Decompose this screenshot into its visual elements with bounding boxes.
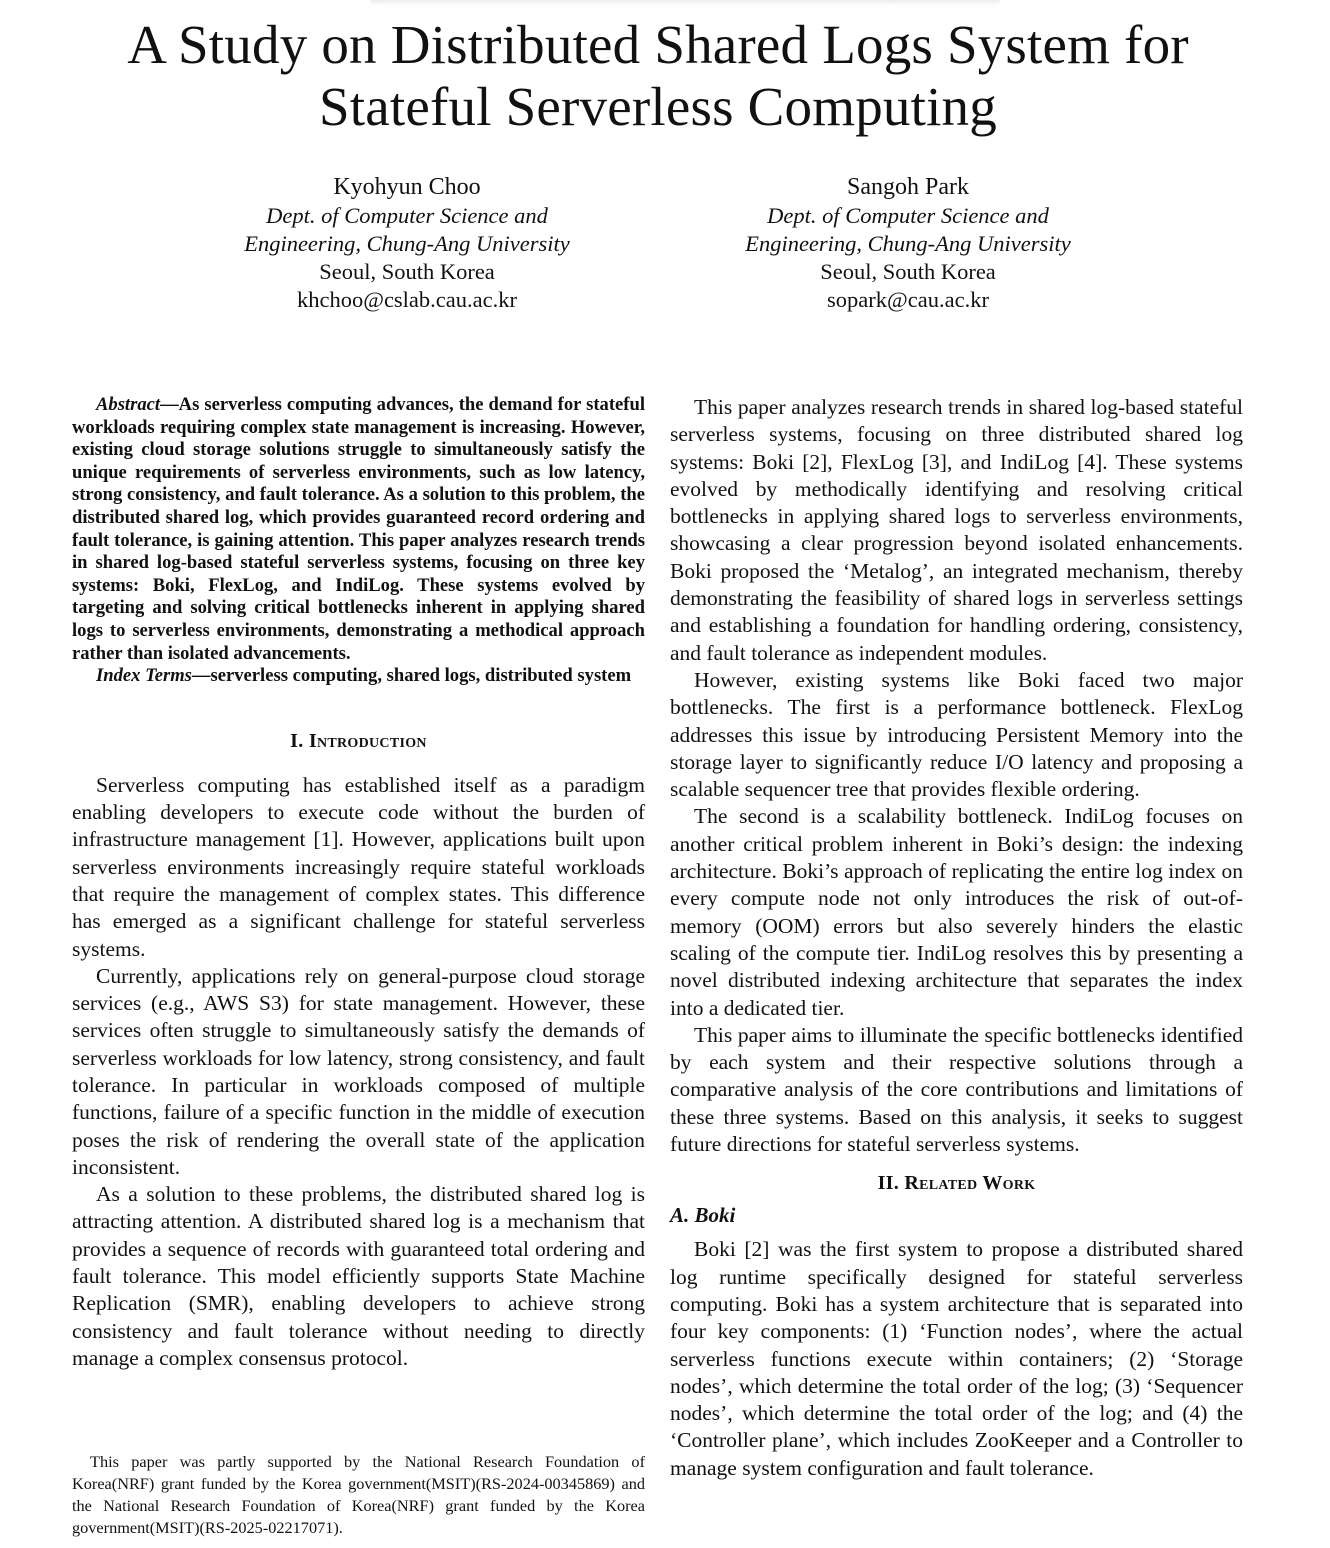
author-name: Kyohyun Choo xyxy=(333,174,481,200)
boki-paragraph-1: Boki [2] was the first system to propose a distributed shared log runtime specifically designed for stateful serverless computing. Boki has a system architecture that is separated into four key components: (1) ‘Function nodes’, where the actual serverless functions execute within containers; (2) ‘Storage nodes’, which determine the total order of the log; (3) ‘Sequencer nodes’, which determine the total order of the log; and (4) the ‘Controller plane’, which includes ZooKeeper and a Controller to manage system configuration and fault tolerance. xyxy=(670,1237,1243,1480)
page-top-shadow xyxy=(370,0,1000,6)
intro-paragraph-7: This paper aims to illuminate the specific bottlenecks identified by each system and their respective solutions through a comparative analysis of the core contributions and limitations of these three systems. Based on this analysis, it seeks to suggest future directions for stateful serverless systems. xyxy=(670,1022,1243,1157)
intro-paragraph-6: The second is a scalability bottleneck. IndiLog focuses on another critical problem inherent in Boki’s design: the indexing architecture. Boki’s approach of replicating the entire log index on every compute node not only introduces the risk of out-of-memory (OOM) errors but also severely hinders the elastic scaling of the compute tier. IndiLog resolves this by presenting a novel distributed indexing architecture that separates the index into a dedicated tier. xyxy=(670,804,1243,1020)
abstract-label: Abstract xyxy=(96,394,161,415)
subsection-heading-boki: A. Boki xyxy=(670,1203,736,1228)
funding-footnote: This paper was partly supported by the National Research Foundation of Korea(NRF) grant funded by the Korea government(MSIT)(RS-2024-00345869) and the National Research Foundation of Korea(NRF) grant funded by the Korea government(MSIT)(RS-2025-02217071). xyxy=(72,1452,645,1537)
title-line-1: A Study on Distributed Shared Logs System for xyxy=(127,14,1189,75)
author-block-1 xyxy=(207,172,607,314)
intro-paragraph-4: This paper analyzes research trends in shared log-based stateful serverless systems, focusing on three distributed shared log systems: Boki [2], FlexLog [3], and IndiLog [4]. These systems evolved by methodically identifying and resolving critical bottlenecks in applying shared logs to serverless environments, showcasing a clear progression beyond isolated enhancements. Boki proposed the ‘Metalog’, an integrated mechanism, thereby demonstrating the feasibility of shared logs in serverless settings and establishing a foundation for handling ordering, consistency, and fault tolerance as independent modules. xyxy=(670,395,1243,665)
author-location: Seoul, South Korea xyxy=(319,259,495,284)
author-location: Seoul, South Korea xyxy=(820,259,996,284)
author-email: sopark@cau.ac.kr xyxy=(827,287,989,312)
section-heading-related-work: II. Related Work xyxy=(877,1172,1036,1195)
author-dept-line-2: Engineering, Chung-Ang University xyxy=(244,231,570,256)
author-email: khchoo@cslab.cau.ac.kr xyxy=(296,287,517,312)
paper-title xyxy=(0,14,1316,138)
index-terms-label: Index Terms xyxy=(96,665,192,687)
author-dept-line-1: Dept. of Computer Science and xyxy=(266,203,548,228)
abstract-text: —As serverless computing advances, the demand for stateful workloads requiring complex state management is increasing. However, existing cloud storage solutions struggle to simultaneously satisfy the unique requirements of serverless environments, such as low latency, strong consistency, and fault tolerance. As a solution to this problem, the distributed shared log, which provides guaranteed record ordering and fault tolerance, is gaining attention. This paper analyzes research trends in shared log-based stateful serverless systems, focusing on three key systems: Boki, FlexLog, and IndiLog. These systems evolved by targeting and solving critical bottlenecks inherent in applying shared logs to serverless environments, demonstrating a methodical approach rather than isolated advancements. xyxy=(72,394,645,664)
index-terms xyxy=(72,665,645,688)
author-name: Sangoh Park xyxy=(847,174,969,200)
intro-paragraph-1: Serverless computing has established itself as a paradigm enabling developers to execute code without the burden of infrastructure management [1]. However, applications built upon serverless environments increasingly require stateful workloads that require the management of complex states. This difference has emerged as a significant challenge for stateful serverless systems. xyxy=(72,772,645,961)
author-dept-line-1: Dept. of Computer Science and xyxy=(767,203,1049,228)
author-dept-line-2: Engineering, Chung-Ang University xyxy=(745,231,1071,256)
abstract xyxy=(72,394,645,665)
left-column xyxy=(72,394,645,1372)
intro-paragraph-2: Currently, applications rely on general-purpose cloud storage services (e.g., AWS S3) for state management. However, these services often struggle to simultaneously satisfy the demands of serverless workloads for low latency, strong consistency, and fault tolerance. In particular in workloads composed of multiple functions, failure of a specific function in the middle of execution poses the risk of rendering the overall state of the application inconsistent. xyxy=(72,963,645,1179)
intro-paragraph-5: However, existing systems like Boki faced two major bottlenecks. The first is a performance bottleneck. FlexLog addresses this issue by introducing Persistent Memory into the storage layer to significantly reduce I/O latency and proposing a scalable sequencer tree that provides flexible ordering. xyxy=(670,667,1243,802)
title-line-2: Stateful Serverless Computing xyxy=(319,76,997,137)
intro-paragraph-3: As a solution to these problems, the distributed shared log is attracting attention. A distributed shared log is a mechanism that provides a sequence of records with guaranteed total ordering and fault tolerance. This model efficiently supports State Machine Replication (SMR), enabling developers to achieve strong consistency and fault tolerance without needing to directly manage a complex consensus protocol. xyxy=(72,1182,645,1370)
section-heading-introduction: I. Introduction xyxy=(290,729,427,752)
right-column xyxy=(670,394,1243,1482)
index-terms-text: —serverless computing, shared logs, distributed system xyxy=(191,665,632,687)
author-block-2 xyxy=(708,172,1108,314)
